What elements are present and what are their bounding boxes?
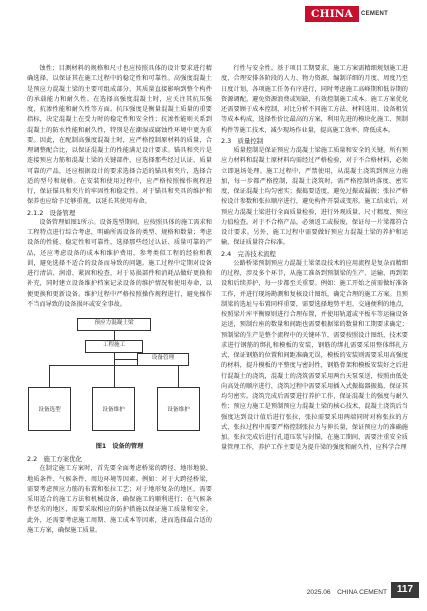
figure-connector: [49, 365, 50, 387]
figure-caption: 图1 设备的管理: [95, 443, 144, 450]
section-heading-2-4: 2.4 完善技术流程: [221, 249, 276, 258]
figure-box-equipment-maintenance: 设备维护: [157, 387, 200, 431]
figure-box-construction: 工程施工: [85, 340, 143, 353]
footer-issue-label: 2025.06 CHINA CEMENT: [306, 589, 387, 596]
figure-box-equipment-management: 设备管理: [137, 353, 189, 366]
body-paragraph: 在制定施工方案时，首先要全面考虑桥梁的跨径、地形地貌、地质条件、气候条件、周边环境等因素。例如：对于大跨径桥梁，需要考虑预应力筋的布置和张拉工艺；对于地形复杂的地区，需要采用适合的施工方法和机械设备，确保施工的顺利进行；在气候条件恶劣的地区，需要采取相应的防护措施以保证施工质量和安全。此外，还需要考虑施工周期、施工成本等因素，进而选择最合适的施工方案，确保施工质量。: [27, 465, 212, 534]
left-column: [27, 64, 212, 536]
equipment-management-figure: [27, 314, 212, 454]
figure-connector: [178, 365, 179, 387]
body-paragraph: 公路桥梁预制预应力混凝土梁架设技术的应用流程是复杂而精细的过程，涉及多个环节，从施工准备到预制梁的生产、运输、再到架设和后续养护，每一步都至关重要。例如：施工开始之前需做好准备工作，并进行现场勘测和复核设计图纸，确定合理的施工方案。且预制梁的选址与布置同样重要，需要选择地势平坦、交通便利的地点，按照梁片库平衡原则进行合理布置，并使用轨道或平板车等运输设备运送，预制台座的数量和间距也需要根据梁的数量和工期要求确定；预制梁的生产是整个流程中的关键环节，需要按照设计图纸、技术要求进行钢筋的绑扎和模板的安装，钢筋的绑扎需要采用整体绑扎方式，保证钢筋的位置和间距准确无误，模板的安装则需要采用高强度的材料，提升模板的平整度与密封性，钢筋骨架和模板安装好之后进行混凝土的浇筑，混凝土的浇筑需要采用两台天泵泵送，按照由低处向高处的顺序进行，浇筑过程中需要采用插入式振捣器振捣，保证其均匀密实。浇筑完成后需要进行养护工作，保证混凝土的强度与耐久性；预应力施工是预制预应力混凝土梁的核心技术，混凝土浇筑后当强度达到设计值后进行张拉，张拉需要采用两端同时对称张拉的方式，张拉过程中需要严格控制张拉力与伸长量，保证预应力的准确施加。张拉完成后进行孔道压浆与封锚，在施工期间，需要注重安全质量管理工作，养护工作主要是为提升梁的强度和耐久性，应科学合理: [221, 259, 408, 452]
masthead-cement-label: CEMENT: [361, 11, 389, 17]
section-heading-2-3: 2.3 质量控制: [221, 136, 264, 145]
body-paragraph: 行性与安全性。基于项目工期要求，施工方案需精细规划施工进度，合理安排各阶段的人力、物力资源，编制详细的月度、周度乃至日度计划，各项施工任务有序进行，同时考虑施工高峰期和低谷期的资源调配，避免资源浪费或短缺，有效控制施工成本。施工方案优化还需要顾于成本控制，对比分析不同施工方法、材料选用、设备租赁等成本构成，选择性价比最高的方案，利用先进的模块化施工、预制构件等施工技术，减少现场作业量，提高施工效率、降低成本。: [221, 65, 408, 134]
figure-connector: [114, 365, 115, 387]
journal-masthead-logo: [305, 6, 393, 22]
right-column: [221, 64, 408, 454]
figure-box-prestressed-beam: 预应力混凝土梁: [77, 318, 151, 331]
page-number: 117: [391, 582, 419, 598]
section-heading-2-2: 2.2 施工方案优化: [27, 455, 82, 463]
figure-box-equipment-selection: 设备选型: [28, 387, 71, 431]
body-paragraph: 设备管理如图1所示。设备选型期间，应按照具体的施工需求和工程特点进行综合考虑，明确所需设备的类型、规格和数量；考虑设备的性能、稳定性和可靠性，选择那些经过认证、质量可靠的产品，还应考虑设备的成本和维护费用，参考类似工程的经验和教训，避免选择不适合的设备而导致的问题。施工过程中定期对设备进行清洁、润滑、紧固和检查，对于易损部件和消耗品做好更换和补充，同时建立设备维护档案记录设备的维护情况和使用寿命，以便更换和更新设备。维护过程中严格按照操作规程进行，避免操作不当而导致的设备损坏或安全事故。: [27, 218, 212, 308]
figure-box-equipment-maintenance: 设备维护: [92, 387, 135, 431]
body-paragraph: 蚀性；目测材料的规格和尺寸也应按照具体的设计要求进行精确选择，以保证其在施工过程中的稳定性和可靠性。高强度混凝土是预应力混凝土梁的主要可组成部分，其质量直接影响到整个构件的承载能力和耐久性。在选择高强度混凝土时，应关注其抗压强度、抗渗性能和耐久性等方面。抗压强度是衡量混凝土质量的重要指标，决定混凝土在受力时的稳定性和安全性；抗渗性能则关系到混凝土的防水性能和耐久性，特别是在潮湿或腐蚀性环境中更为重要。因此，在配制高强度混凝土时，应严格控制原材料的质量，合理调整配合比，以保证混凝土的性能满足设计要求。锚具和夹片是连接预应力筋和混凝土梁的关键部件，应选择那些经过认证、质量可靠的产品，还应根据设计的要求选择合适的锚具和夹片，选择合适的型号和规格。在安装和使用过程中，应严格按照操作规程进行，保证锚具和夹片的牢固性和稳定性。对于锚具和夹具的维护和保养也应给予足够重视，以延长其使用寿命。: [27, 65, 212, 206]
section-heading-2-1-2: 2.1.2 设备管理: [27, 208, 76, 217]
body-paragraph: 质量控制是保证预应力混凝土梁施工质量和安全的关键。所有预应力材料和混凝土原材料均需经过严格检验，对于不合格材料，必须立即退场处理。施工过程中，严禁使用，从混凝土浇筑到预应力施加，每一步都严格控制，混凝土浇筑时，需严格控制坍落度、密实度，保证混凝土均匀密实；振捣要适度，避免过振或漏振；张拉严格按设计参数和张拉顺序进行，避免构件开裂或变形。施工结束后，对预应力混凝土梁进行全面质量检验，进行外观质量、尺寸精度、预应力值检查。对于不合格产品，必须返工或报废，保证每一片梁都符合设计要求。另外，施工过程中需要做好预应力混凝土梁的养护和运输，保证质量符合标准。: [221, 147, 408, 247]
figure-connector: [114, 359, 137, 360]
masthead-china-badge: CHINA: [305, 6, 359, 22]
figure-connector: [114, 331, 115, 340]
